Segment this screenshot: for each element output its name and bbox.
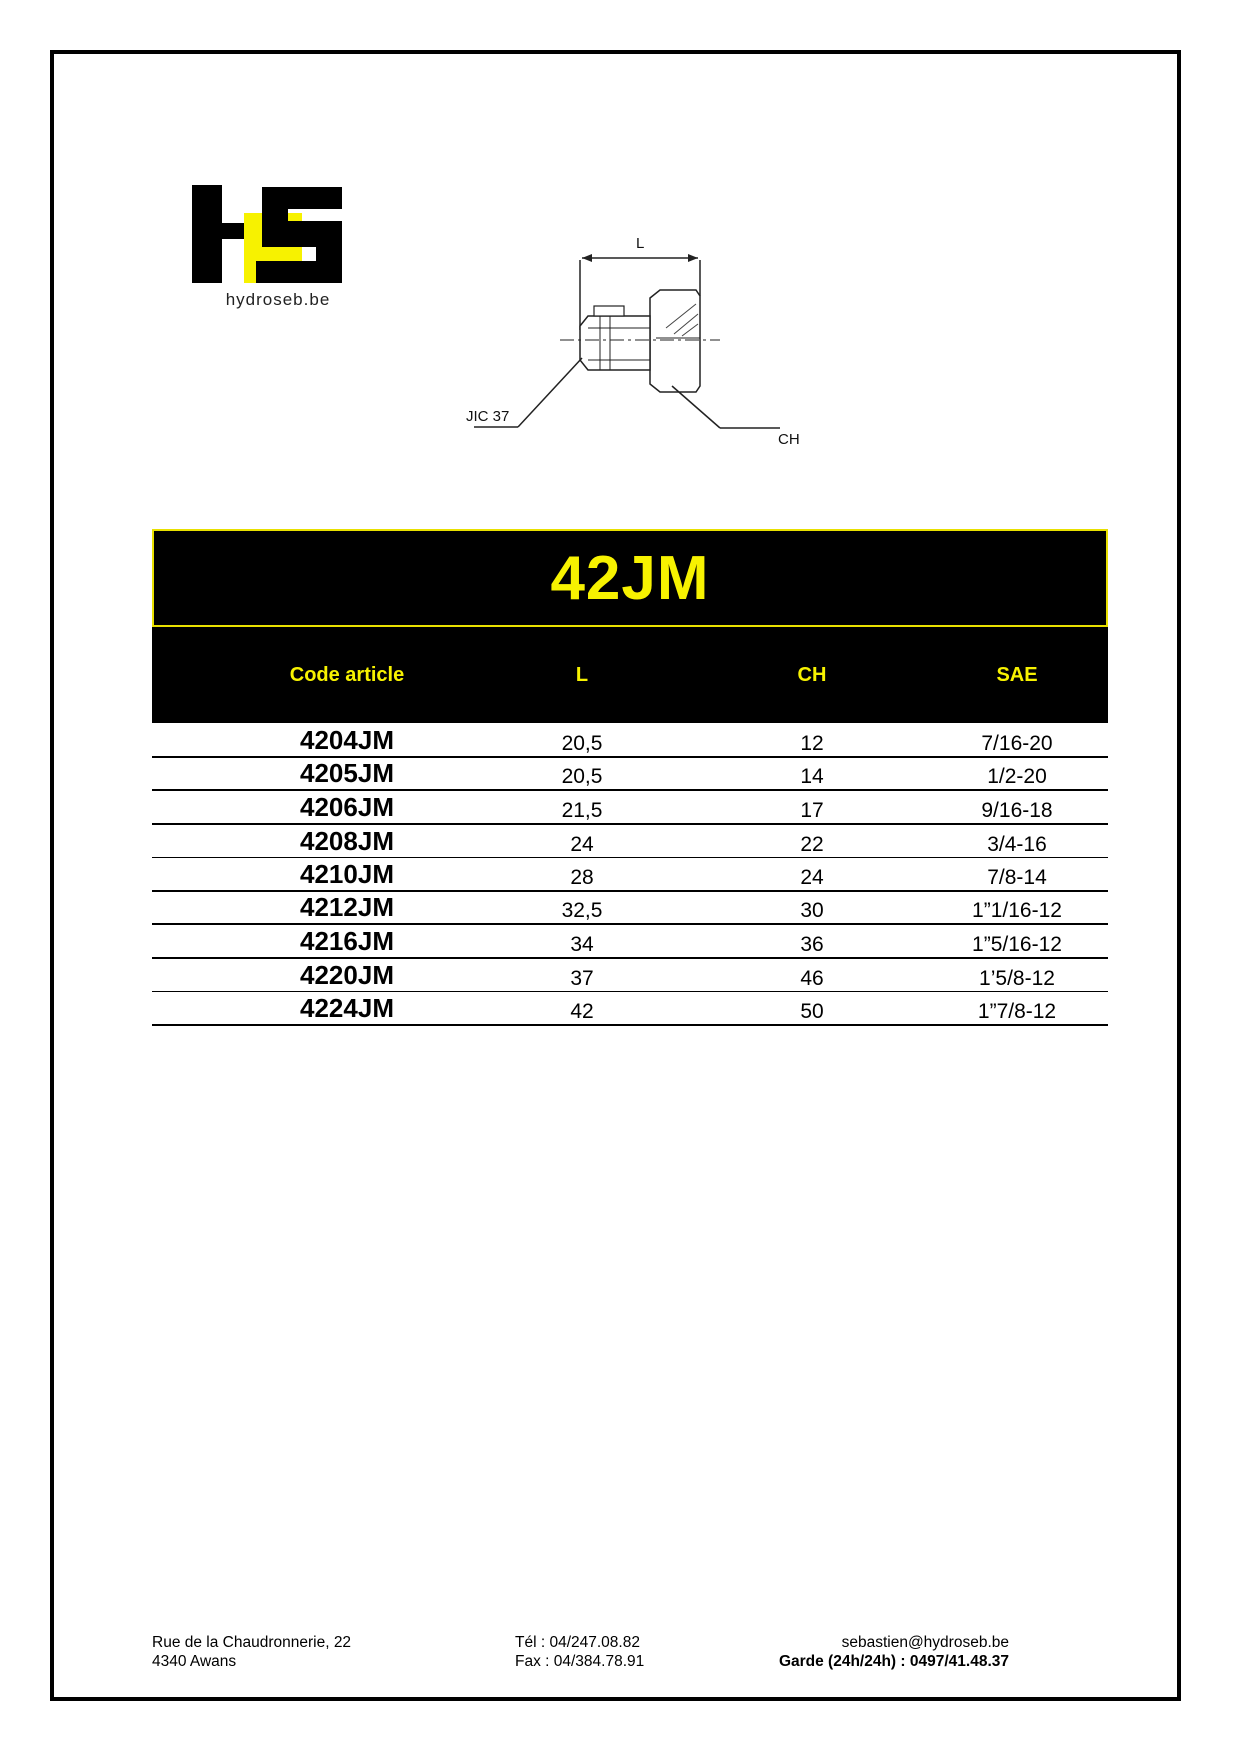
cell-ch: 46 xyxy=(800,967,824,990)
cell-l: 21,5 xyxy=(561,798,603,822)
cell-sae: 1”1/16-12 xyxy=(972,899,1062,922)
cell-code: 4220JM xyxy=(300,960,394,990)
table-row xyxy=(152,959,1108,993)
cell-l: 42 xyxy=(570,999,594,1023)
cell-code: 4204JM xyxy=(300,724,394,755)
cell-sae: 1”5/16-12 xyxy=(972,932,1062,956)
cell-sae: 1/2-20 xyxy=(987,765,1047,788)
cell-sae: 7/8-14 xyxy=(987,865,1047,889)
table-row xyxy=(152,825,1108,859)
cell-l: 32,5 xyxy=(561,899,603,922)
address-line-1: Rue de la Chaudronnerie, 22 xyxy=(152,1634,352,1651)
drawing-label-l: L xyxy=(636,235,645,252)
cell-sae: 7/16-20 xyxy=(981,731,1053,755)
table-header xyxy=(152,627,1108,723)
footer-contact xyxy=(749,1633,1009,1671)
table-row xyxy=(152,992,1108,1026)
cell-l: 20,5 xyxy=(561,731,603,755)
cell-ch: 24 xyxy=(800,865,824,889)
address-line-2: 4340 Awans xyxy=(152,1653,237,1670)
table-row xyxy=(152,724,1108,758)
header-l: L xyxy=(575,663,589,686)
cell-code: 4208JM xyxy=(300,826,394,856)
table-body xyxy=(152,724,1108,1026)
cell-l: 34 xyxy=(570,932,594,956)
fax-number: Fax : 04/384.78.91 xyxy=(515,1653,645,1670)
header-ch: CH xyxy=(797,663,827,686)
table-row xyxy=(152,758,1108,792)
cell-l: 20,5 xyxy=(561,765,603,788)
table-row xyxy=(152,925,1108,959)
cell-code: 4210JM xyxy=(300,858,394,889)
cell-code: 4212JM xyxy=(300,892,394,922)
cell-l: 24 xyxy=(570,833,594,856)
cell-ch: 50 xyxy=(800,999,824,1023)
cell-code: 4205JM xyxy=(300,758,394,788)
logo-website: hydroseb.be xyxy=(225,290,331,309)
cell-ch: 22 xyxy=(800,833,824,856)
table-row xyxy=(152,858,1108,892)
cell-ch: 36 xyxy=(800,932,824,956)
garde-number: Garde (24h/24h) : 0497/41.48.37 xyxy=(778,1653,1009,1670)
cell-code: 4224JM xyxy=(300,992,394,1023)
cell-ch: 12 xyxy=(800,731,824,755)
cell-sae: 1”7/8-12 xyxy=(977,999,1057,1023)
cell-ch: 14 xyxy=(800,765,824,788)
cell-ch: 30 xyxy=(800,899,824,922)
drawing-label-ch: CH xyxy=(778,431,800,448)
cell-sae: 3/4-16 xyxy=(987,833,1047,856)
product-title-band xyxy=(152,529,1108,627)
header-sae: SAE xyxy=(996,663,1038,686)
cell-code: 4206JM xyxy=(300,791,394,822)
fitting-drawing xyxy=(460,230,820,470)
footer-phone xyxy=(515,1633,644,1671)
footer-address xyxy=(152,1633,351,1671)
tel-number: Tél : 04/247.08.82 xyxy=(515,1634,640,1651)
cell-sae: 9/16-18 xyxy=(981,798,1053,822)
drawing-label-jic: JIC 37 xyxy=(466,408,510,425)
cell-ch: 17 xyxy=(800,798,824,822)
table-row xyxy=(152,892,1108,926)
cell-l: 28 xyxy=(570,865,594,889)
header-code-article: Code article xyxy=(289,663,405,686)
table-row xyxy=(152,791,1108,825)
cell-sae: 1’5/8-12 xyxy=(979,967,1055,990)
product-title: 42JM xyxy=(550,543,710,613)
cell-l: 37 xyxy=(570,967,594,990)
email-link[interactable]: sebastien@hydroseb.be xyxy=(841,1634,1009,1651)
cell-code: 4216JM xyxy=(300,925,394,956)
